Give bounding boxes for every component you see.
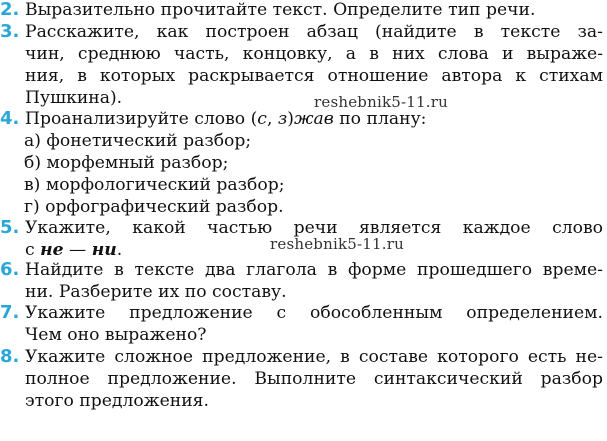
letter-s: с <box>257 109 267 129</box>
particle-ni: ни <box>91 240 117 260</box>
task-number: 2. <box>0 0 20 20</box>
watermark: reshebnik5-11.ru <box>270 235 404 253</box>
task-number: 5. <box>0 217 20 238</box>
task-line: Укажите сложное предложение, в составе которого есть не- <box>25 347 603 367</box>
paren: ) <box>287 109 294 129</box>
watermark: reshebnik5-11.ru <box>314 93 448 111</box>
dash: — <box>63 240 92 260</box>
task-number: 8. <box>0 346 20 367</box>
task-line: Укажите, какой частью речи является каждое слово <box>25 218 603 238</box>
word-root: жав <box>293 109 334 129</box>
task-line: Пушкина). <box>25 88 123 108</box>
letter-z: з <box>277 109 288 129</box>
plan-item: г) орфографический разбор. <box>24 197 284 217</box>
plan-item: б) морфемный разбор; <box>24 153 229 173</box>
comma: , <box>266 109 278 129</box>
task-text: с <box>25 240 41 260</box>
task-text: по плану: <box>333 109 427 129</box>
task-number: 3. <box>0 21 20 42</box>
task-line: полное предложение. Выполните синтаксический разбор <box>25 369 603 389</box>
task-line: Расскажите, как построен абзац (найдите в тексте за- <box>25 22 603 42</box>
task-line: Найдите в тексте два глагола в форме прошедшего време- <box>25 260 603 280</box>
task-line: Укажите предложение с обособленным определением. <box>25 303 603 323</box>
plan-item: а) фонетический разбор; <box>24 131 252 151</box>
task-line: Выразительно прочитайте текст. Определите тип речи. <box>25 0 536 20</box>
task-line <box>25 108 426 130</box>
task-line: ния, в которых раскрывается отношение автора к стихам <box>25 66 603 86</box>
task-line: этого предложения. <box>25 391 209 411</box>
plan-item: в) морфологический разбор; <box>24 175 285 195</box>
task-line: ни. Разберите их по составу. <box>25 282 287 302</box>
period: . <box>116 240 123 260</box>
task-line: чин, среднюю часть, концовку, а в них слова и выраже- <box>25 44 603 64</box>
task-number: 6. <box>0 259 20 280</box>
task-text: Проанализируйте слово ( <box>25 109 258 129</box>
task-number: 4. <box>0 108 20 129</box>
task-line: Чем оно выражено? <box>25 325 207 345</box>
particle-ne: не <box>40 240 64 260</box>
task-line <box>25 239 122 261</box>
task-number: 7. <box>0 302 20 323</box>
